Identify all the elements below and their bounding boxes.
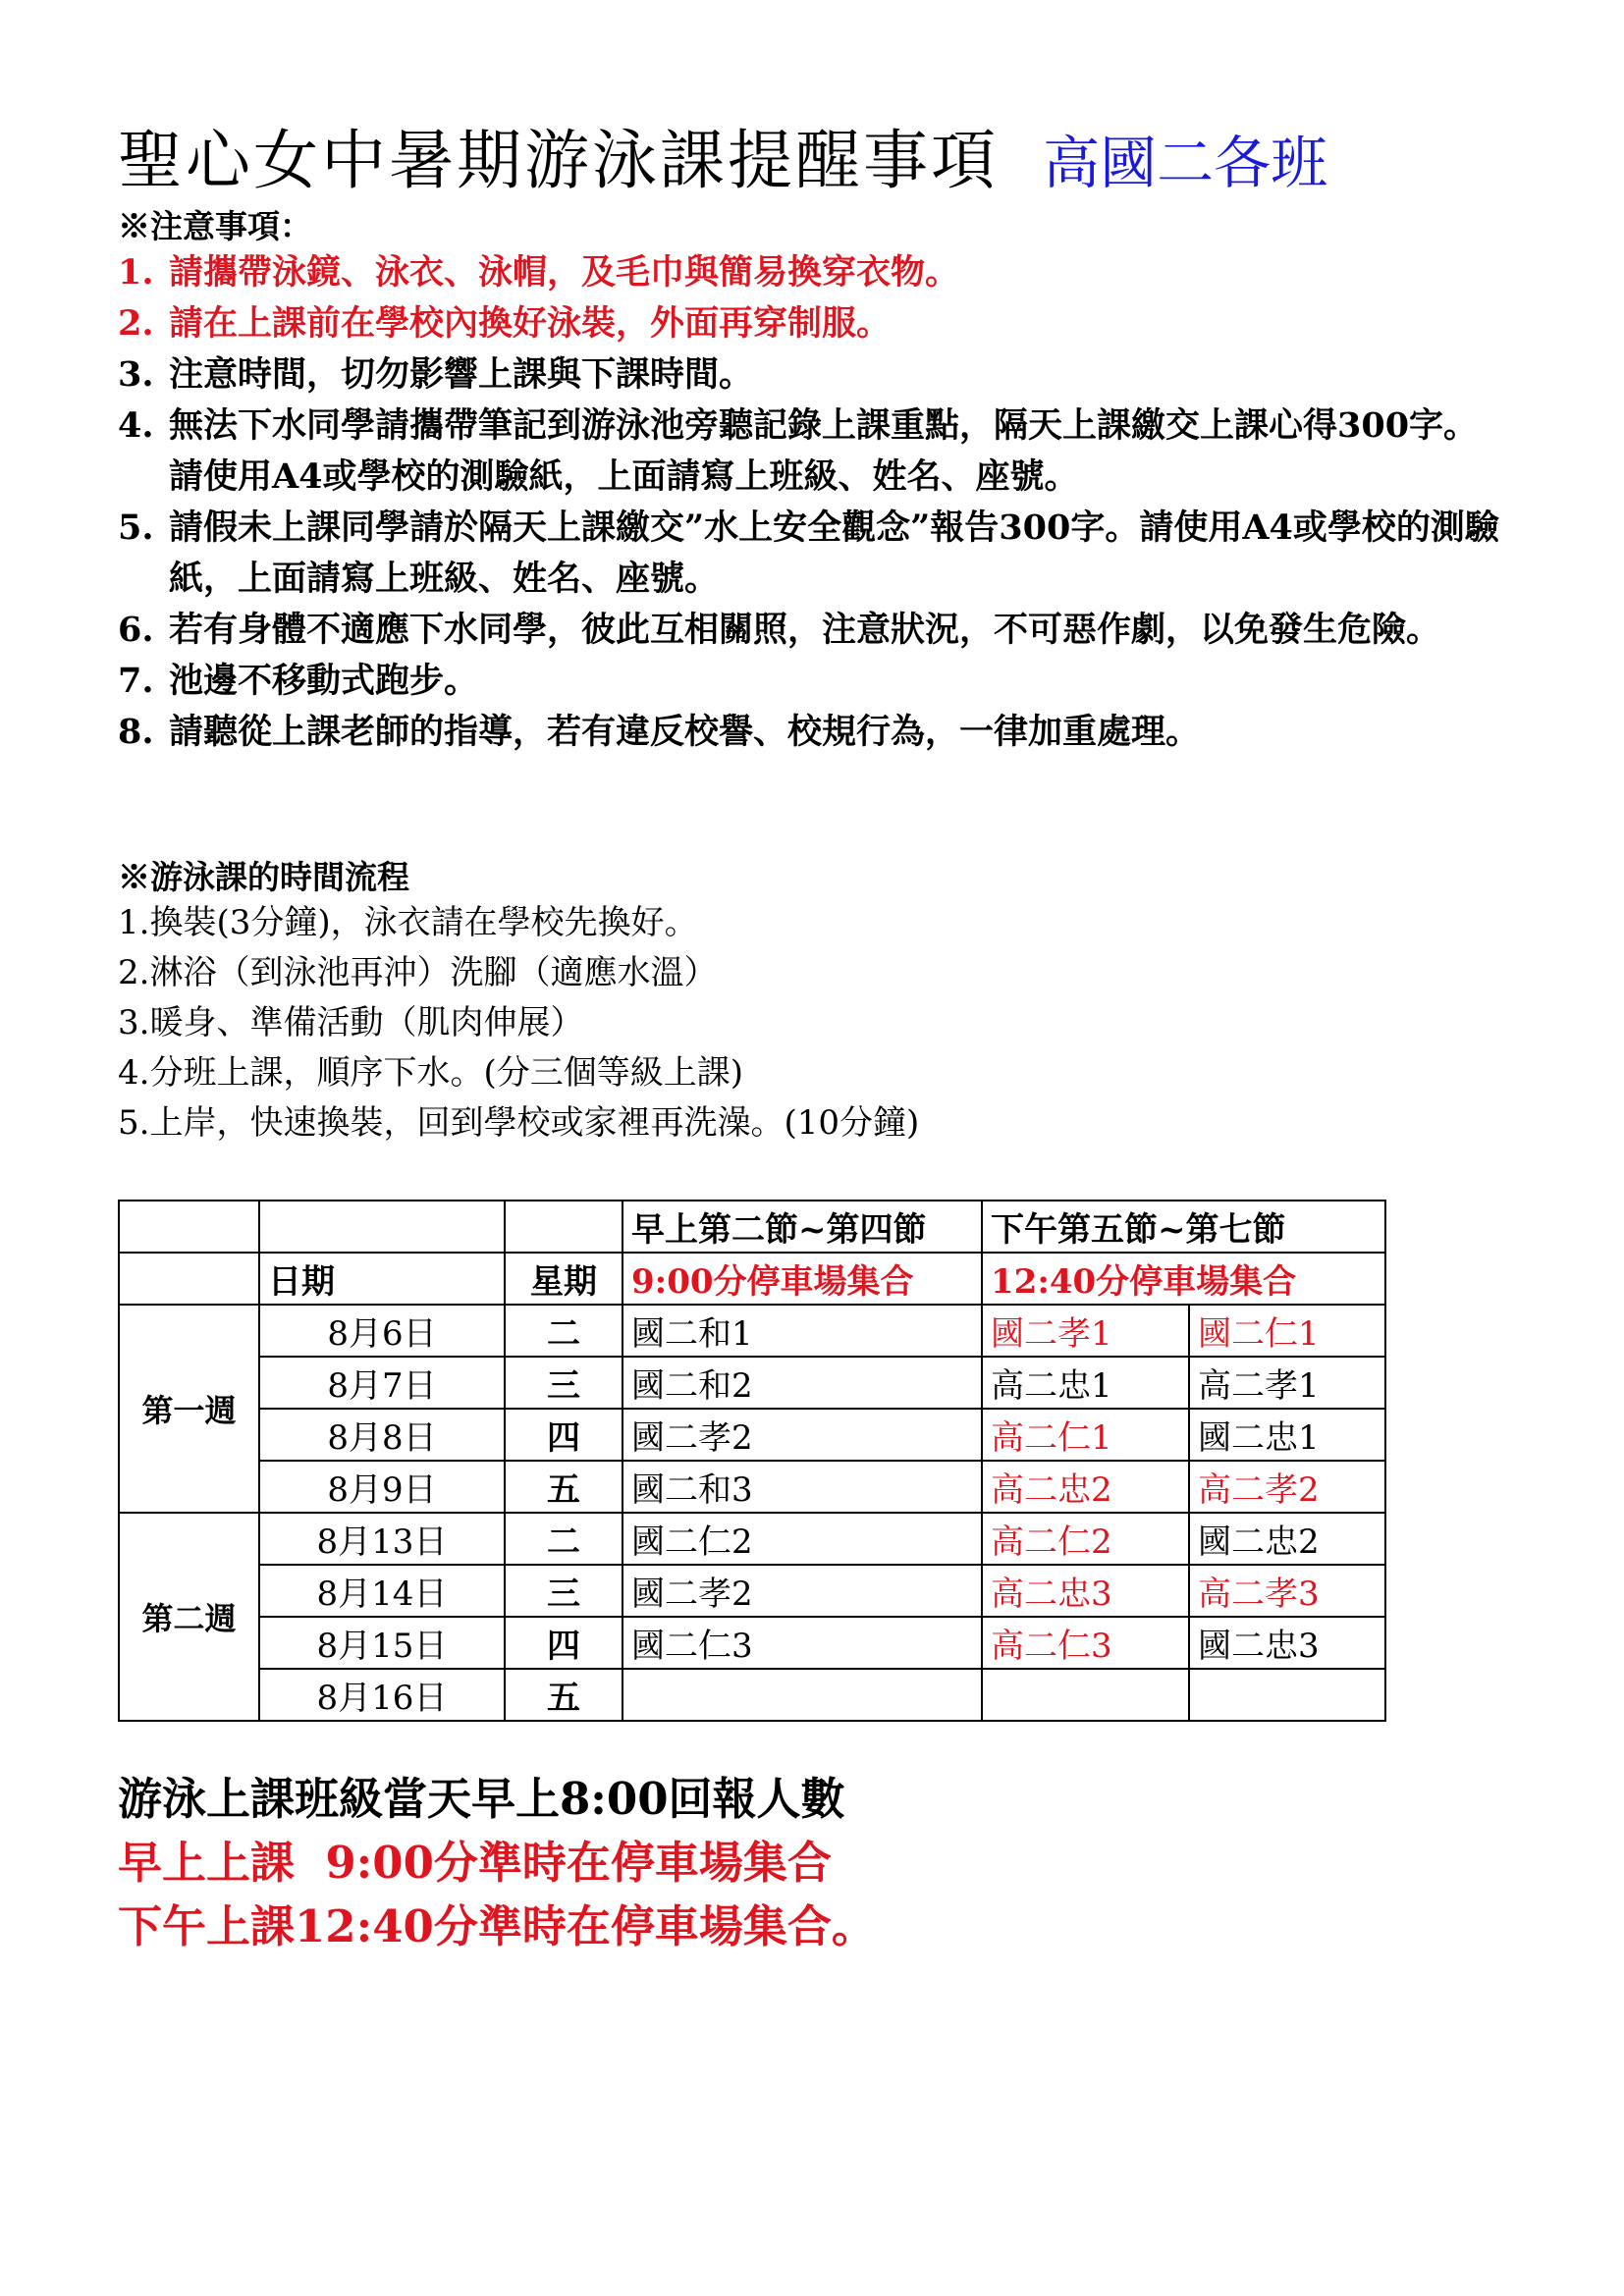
- morning-class-cell: 國二仁2: [623, 1513, 982, 1565]
- date-cell: 8月7日: [259, 1357, 505, 1409]
- table-header-row: [119, 1201, 1385, 1253]
- note-text: 請在上課前在學校內換好泳裝，外面再穿制服。: [169, 303, 892, 344]
- afternoon-class-cell: 高二忠3: [982, 1565, 1189, 1617]
- flow-list: [118, 898, 919, 1148]
- afternoon-class-cell: 高二仁3: [982, 1617, 1189, 1669]
- afternoon-class-cell: 高二仁1: [982, 1409, 1189, 1461]
- table-row: [119, 1513, 1385, 1565]
- weekday-cell: 三: [505, 1357, 623, 1409]
- table-row: [119, 1409, 1385, 1461]
- notes-heading: ※注意事項：: [118, 207, 312, 245]
- date-cell: 8月6日: [259, 1305, 505, 1357]
- afternoon-period-header: 下午第五節~第七節: [982, 1201, 1385, 1253]
- afternoon-meet-header: 12:40分停車場集合: [982, 1253, 1385, 1305]
- weekday-cell: 二: [505, 1305, 623, 1357]
- flow-step: 4.分班上課，順序下水。(分三個等級上課): [118, 1053, 743, 1093]
- table-row: [119, 1617, 1385, 1669]
- date-cell: 8月16日: [259, 1669, 505, 1721]
- afternoon-class-cell: 國二忠3: [1189, 1617, 1385, 1669]
- date-cell: 8月8日: [259, 1409, 505, 1461]
- table-cell: [119, 1201, 259, 1253]
- note-text: 請攜帶泳鏡、泳衣、泳帽，及毛巾與簡易換穿衣物。: [169, 252, 960, 293]
- note-number: 2.: [118, 303, 154, 344]
- note-number: 6.: [118, 610, 154, 650]
- afternoon-meet-notice: 下午上課12:40分準時在停車場集合。: [118, 1900, 876, 1952]
- date-cell: 8月9日: [259, 1461, 505, 1513]
- week-label: 第一週: [119, 1305, 259, 1513]
- note-number: 4.: [118, 405, 154, 446]
- note-item: [118, 298, 1512, 349]
- week-label: 第二週: [119, 1513, 259, 1721]
- afternoon-class-cell: 國二孝1: [982, 1305, 1189, 1357]
- table-row: [119, 1357, 1385, 1409]
- footer-notice: [118, 1767, 876, 1958]
- note-number: 3.: [118, 354, 154, 395]
- morning-class-cell: 國二孝2: [623, 1409, 982, 1461]
- note-text: 請假未上課同學請於隔天上課繳交”水上安全觀念”報告300字。請使用A4或學校的測驗紙，上面請寫上班級、姓名、座號。: [169, 507, 1499, 599]
- morning-class-cell: 國二和1: [623, 1305, 982, 1357]
- note-text: 無法下水同學請攜帶筆記到游泳池旁聽記錄上課重點，隔天上課繳交上課心得300字。請使用A4或學校的測驗紙，上面請寫上班級、姓名、座號。: [169, 405, 1479, 497]
- document-title: [118, 108, 1327, 196]
- morning-class-cell: 國二仁3: [623, 1617, 982, 1669]
- note-text: 若有身體不適應下水同學，彼此互相關照，注意狀況，不可惡作劇，以免發生危險。: [169, 610, 1441, 650]
- morning-meet-header: 9:00分停車場集合: [623, 1253, 982, 1305]
- note-item: [118, 349, 1512, 400]
- flow-step: 1.換裝(3分鐘)，泳衣請在學校先換好。: [118, 903, 698, 942]
- report-count-notice: 游泳上課班級當天早上8:00回報人數: [118, 1773, 845, 1825]
- title-main: 聖心女中暑期游泳課提醒事項: [118, 123, 999, 198]
- table-cell: [505, 1201, 623, 1253]
- note-item: [118, 503, 1512, 605]
- flow-step: 3.暖身、準備活動（肌肉伸展）: [118, 1003, 584, 1042]
- note-item: [118, 605, 1512, 656]
- afternoon-class-cell: 高二孝3: [1189, 1565, 1385, 1617]
- table-cell: [119, 1253, 259, 1305]
- afternoon-class-cell: [982, 1669, 1189, 1721]
- afternoon-class-cell: 國二忠2: [1189, 1513, 1385, 1565]
- afternoon-class-cell: [1189, 1669, 1385, 1721]
- date-cell: 8月14日: [259, 1565, 505, 1617]
- weekday-cell: 四: [505, 1617, 623, 1669]
- morning-class-cell: [623, 1669, 982, 1721]
- note-text: 注意時間，切勿影響上課與下課時間。: [169, 354, 754, 395]
- title-sub: 高國二各班: [1043, 130, 1328, 196]
- morning-class-cell: 國二和2: [623, 1357, 982, 1409]
- afternoon-class-cell: 高二忠1: [982, 1357, 1189, 1409]
- weekday-cell: 二: [505, 1513, 623, 1565]
- note-text: 請聽從上課老師的指導，若有違反校譽、校規行為，一律加重處理。: [169, 712, 1201, 752]
- afternoon-class-cell: 高二孝1: [1189, 1357, 1385, 1409]
- table-header-row: [119, 1253, 1385, 1305]
- afternoon-class-cell: 國二仁1: [1189, 1305, 1385, 1357]
- date-cell: 8月13日: [259, 1513, 505, 1565]
- table-row: [119, 1669, 1385, 1721]
- table-row: [119, 1461, 1385, 1513]
- notes-list: [118, 247, 1512, 758]
- morning-period-header: 早上第二節~第四節: [623, 1201, 982, 1253]
- morning-meet-notice: 早上上課 9:00分準時在停車場集合: [118, 1837, 832, 1889]
- morning-class-cell: 國二和3: [623, 1461, 982, 1513]
- flow-step: 2.淋浴（到泳池再沖）洗腳（適應水溫）: [118, 953, 718, 992]
- note-number: 1.: [118, 252, 154, 293]
- afternoon-class-cell: 高二孝2: [1189, 1461, 1385, 1513]
- afternoon-class-cell: 國二忠1: [1189, 1409, 1385, 1461]
- afternoon-class-cell: 高二仁2: [982, 1513, 1189, 1565]
- table-row: [119, 1305, 1385, 1357]
- afternoon-class-cell: 高二忠2: [982, 1461, 1189, 1513]
- weekday-column-header: 星期: [505, 1253, 623, 1305]
- note-number: 7.: [118, 661, 154, 701]
- note-text: 池邊不移動式跑步。: [169, 661, 479, 701]
- table-row: [119, 1565, 1385, 1617]
- weekday-cell: 五: [505, 1461, 623, 1513]
- date-column-header: 日期: [259, 1253, 505, 1305]
- note-item: [118, 400, 1512, 503]
- note-item: [118, 247, 1512, 298]
- flow-heading: ※游泳課的時間流程: [118, 858, 409, 896]
- note-number: 8.: [118, 712, 154, 752]
- weekday-cell: 五: [505, 1669, 623, 1721]
- note-item: [118, 656, 1512, 707]
- morning-class-cell: 國二孝2: [623, 1565, 982, 1617]
- weekday-cell: 四: [505, 1409, 623, 1461]
- schedule-table: [118, 1200, 1386, 1722]
- weekday-cell: 三: [505, 1565, 623, 1617]
- table-cell: [259, 1201, 505, 1253]
- note-item: [118, 707, 1512, 758]
- note-number: 5.: [118, 507, 154, 548]
- date-cell: 8月15日: [259, 1617, 505, 1669]
- flow-step: 5.上岸，快速換裝，回到學校或家裡再洗澡。(10分鐘): [118, 1103, 920, 1143]
